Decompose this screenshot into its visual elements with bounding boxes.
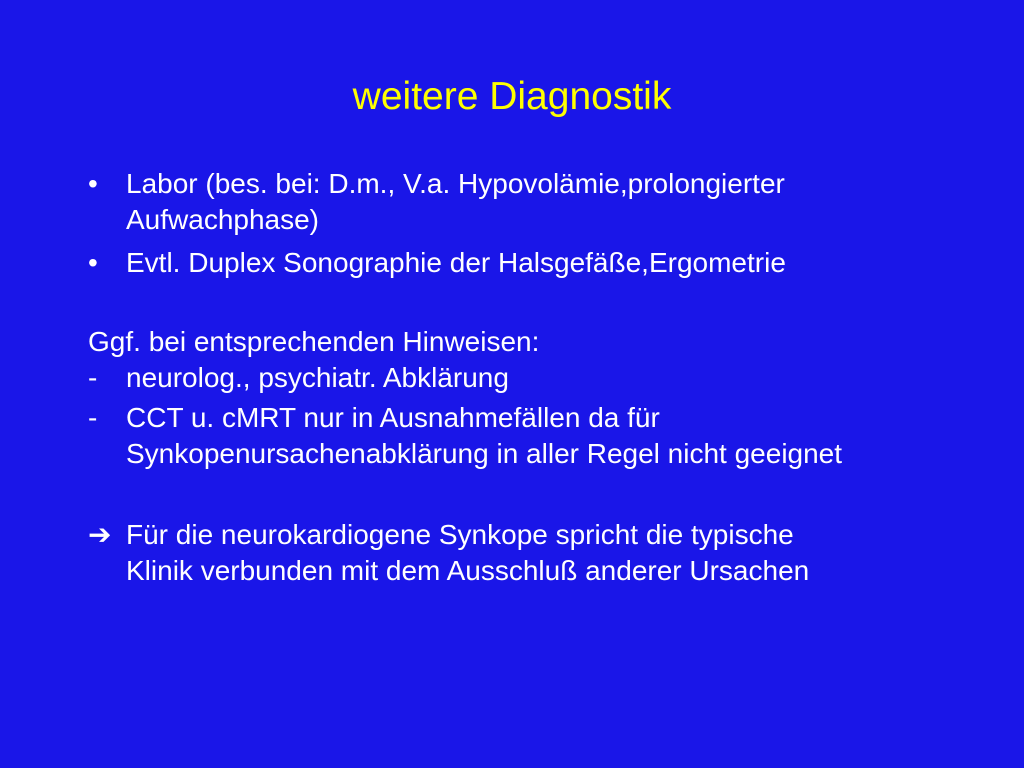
dash-icon: -: [88, 402, 98, 433]
bullet-text: Evtl. Duplex Sonographie der Halsgefäße,Ergometrie: [126, 247, 786, 278]
bullet-item-labor: [88, 166, 958, 238]
dash-item-cct: [88, 400, 958, 472]
bullet-icon: •: [88, 168, 98, 199]
conclusion: [88, 517, 846, 589]
conclusion-text: Für die neurokardiogene Synkope spricht die typische Klinik verbunden mit dem Ausschluß anderer Ursachen: [126, 519, 810, 586]
dash-item-neurolog: [88, 360, 958, 396]
bullet-text: Labor (bes. bei: D.m., V.a. Hypovolämie,prolongierter Aufwachphase): [126, 168, 785, 235]
dash-list: [88, 360, 958, 472]
dash-text: neurolog., psychiatr. Abklärung: [126, 362, 509, 393]
bullet-item-duplex: [88, 245, 958, 281]
dash-text: CCT u. cMRT nur in Ausnahmefällen da für Synkopenursachenabklärung in aller Regel nicht geeignet: [126, 402, 843, 469]
arrow-right-icon: ➔: [88, 519, 112, 550]
lead-text: Ggf. bei entsprechenden Hinweisen:: [88, 326, 540, 357]
bullet-list: [88, 166, 958, 281]
slide-title: weitere Diagnostik: [352, 75, 672, 118]
dash-icon: -: [88, 362, 98, 393]
slide-content: [88, 166, 958, 589]
bullet-icon: •: [88, 247, 98, 278]
